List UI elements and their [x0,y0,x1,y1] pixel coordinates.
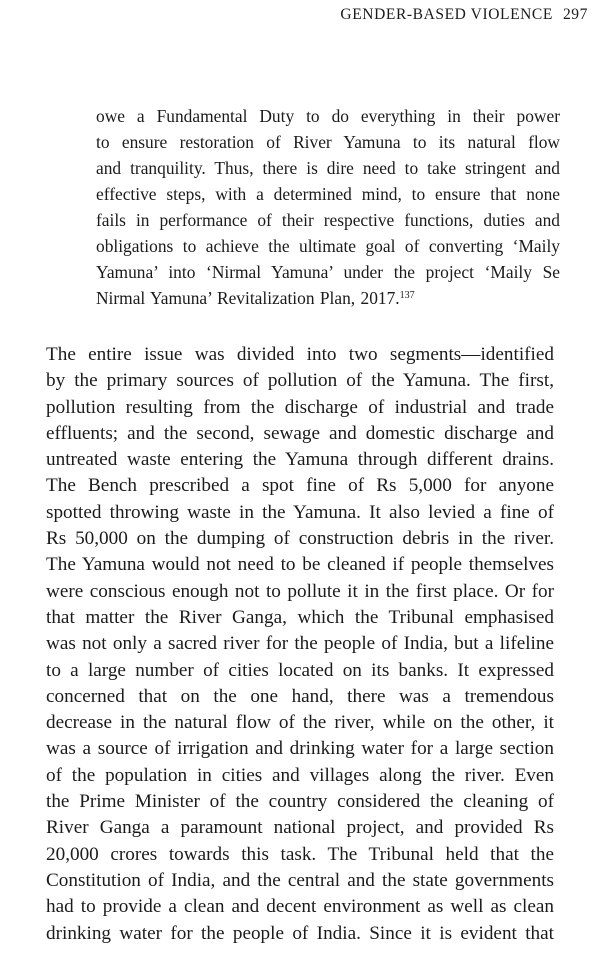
body-line: to a large number of cities located on its banks. It expressed [46,659,554,681]
body-line: by the primary sources of pollution of the Yamuna. The first, [46,370,554,392]
body-line: had to provide a clean and decent environment as well as clean [46,896,554,918]
quote-line: owe a Fundamental Duty to do everything in their power [96,106,560,126]
body-line: River Ganga a paramount national project, and provided Rs [46,817,554,839]
body-line: effluents; and the second, sewage and domestic discharge and [46,422,554,444]
body-line: The Bench prescribed a spot fine of Rs 5,000 for anyone [46,475,554,497]
body-line: Rs 50,000 on the dumping of construction debris in the river. [46,528,554,550]
body-line: The entire issue was divided into two segments—identified [46,344,554,365]
body-line: were conscious enough not to pollute it in the first place. Or for [46,580,554,602]
page-header [340,6,588,24]
quote-line: to ensure restoration of River Yamuna to its natural flow [96,132,560,152]
body-line: concerned that on the one hand, there was a tremendous [46,685,554,707]
page-number: 297 [562,6,588,23]
body-line: drinking water for the people of India. Since it is evident that [46,922,554,944]
block-quote [96,103,560,311]
body-line: decrease in the natural flow of the river, while on the other, it [46,712,554,734]
body-line: that matter the River Ganga, which the Tribunal emphasised [46,606,554,628]
body-line: spotted throwing waste in the Yamuna. It also levied a fine of [46,501,554,523]
body-line: of the population in cities and villages along the river. Even [46,764,554,786]
body-line: was a source of irrigation and drinking water for a large section [46,738,554,760]
quote-line: effective steps, with a determined mind, to ensure that none [96,184,560,204]
running-head: GENDER-BASED VIOLENCE [340,6,553,23]
footnote-reference[interactable]: 137 [399,290,415,301]
quote-line: and tranquility. Thus, there is dire need to take stringent and [96,158,560,178]
body-line: untreated waste entering the Yamuna through different drains. [46,449,554,471]
body-line: Constitution of India, and the central and the state governments [46,869,554,891]
body-line: the Prime Minister of the country considered the cleaning of [46,791,554,813]
quote-line-last [96,285,560,311]
quote-line: fails in performance of their respective functions, duties and [96,210,560,230]
quote-line: Yamuna’ into ‘Nirmal Yamuna’ under the project ‘Maily Se [96,262,560,282]
quote-line: obligations to achieve the ultimate goal of converting ‘Maily [96,236,560,256]
quote-line-text: Nirmal Yamuna’ Revitalization Plan, 2017. [96,288,400,308]
body-paragraph [46,342,554,947]
body-line: The Yamuna would not need to be cleaned if people themselves [46,554,554,576]
body-line: 20,000 crores towards this task. The Tribunal held that the [46,843,554,865]
body-line: pollution resulting from the discharge of industrial and trade [46,396,554,418]
body-line: was not only a sacred river for the people of India, but a lifeline [46,633,554,655]
